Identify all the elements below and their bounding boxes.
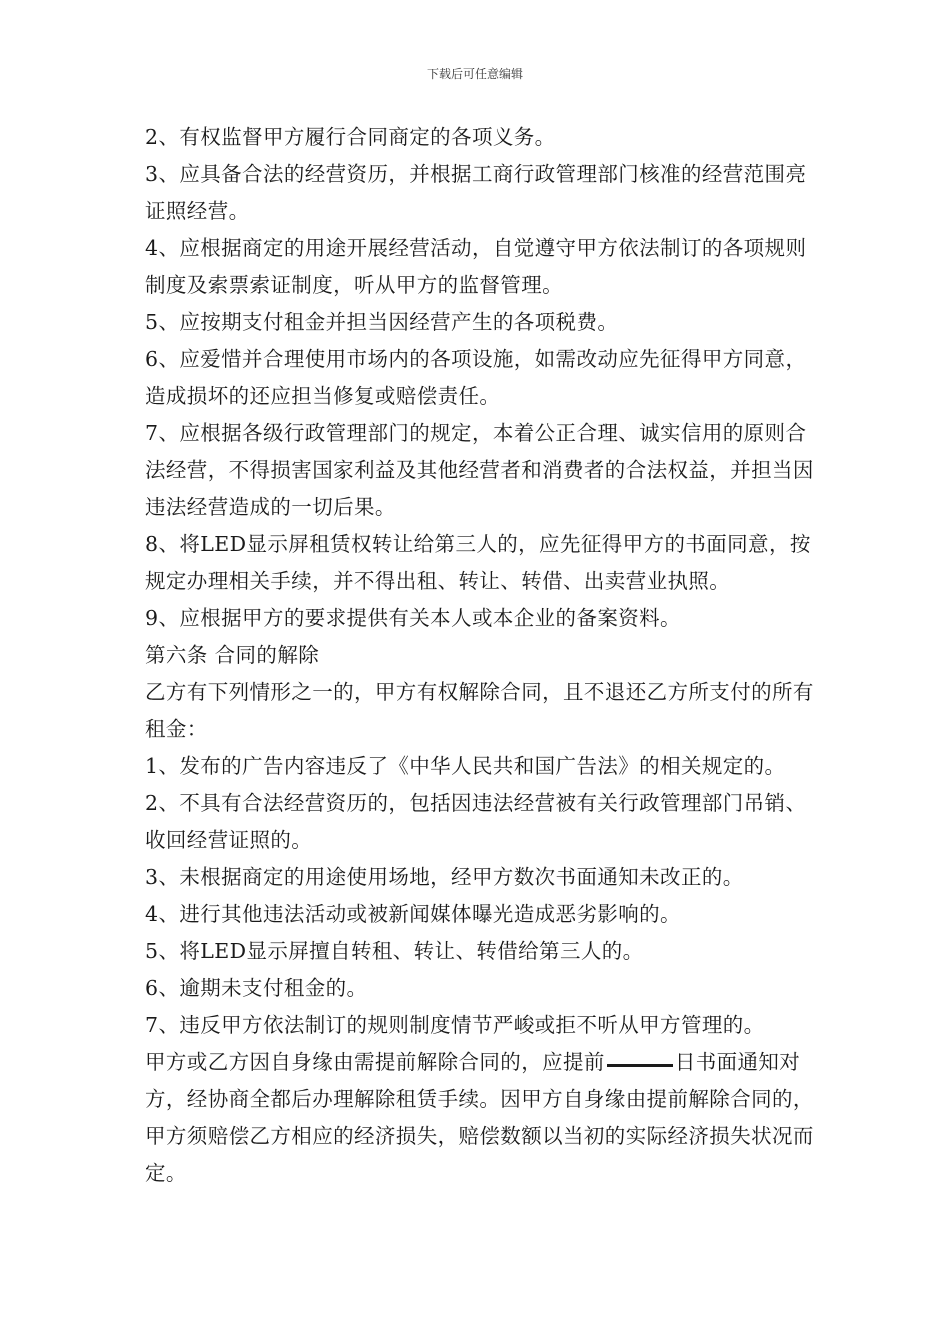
early-termination-text-start: 甲方或乙方因自身缘由需提前解除合同的，应提前 xyxy=(145,1050,605,1074)
termination-item-6: 6、逾期未支付租金的。 xyxy=(145,976,368,1000)
clause-3: 3、应具备合法的经营资历，并根据工商行政管理部门核准的经营范围亮证照经营。 xyxy=(145,162,807,223)
termination-item-3: 3、未根据商定的用途使用场地，经甲方数次书面通知未改正的。 xyxy=(145,865,744,889)
early-termination-text-end: 日书面通知对方，经协商全都后办理解除租赁手续。因甲方自身缘由提前解除合同的，甲方须赔偿乙方相应的经济损失，赔偿数额以当初的实际经济损失状况而定。 xyxy=(145,1050,814,1185)
article-6-heading: 第六条 合同的解除 xyxy=(145,643,320,667)
clause-8: 8、将LED显示屏租赁权转让给第三人的，应先征得甲方的书面同意，按规定办理相关手续，并不得出租、转让、转借、出卖营业执照。 xyxy=(145,532,811,593)
clause-5: 5、应按期支付租金并担当因经营产生的各项税费。 xyxy=(145,310,619,334)
clause-9: 9、应根据甲方的要求提供有关本人或本企业的备案资料。 xyxy=(145,606,681,630)
clause-2: 2、有权监督甲方履行合同商定的各项义务。 xyxy=(145,125,556,149)
termination-item-4: 4、进行其他违法活动或被新闻媒体曝光造成恶劣影响的。 xyxy=(145,902,681,926)
clause-7: 7、应根据各级行政管理部门的规定，本着公正合理、诚实信用的原则合法经营，不得损害国家利益及其他经营者和消费者的合法权益，并担当因违法经营造成的一切后果。 xyxy=(145,421,814,519)
clause-6: 6、应爱惜并合理使用市场内的各项设施，如需改动应先征得甲方同意，造成损坏的还应担当修复或赔偿责任。 xyxy=(145,347,807,408)
termination-item-1: 1、发布的广告内容违反了《中华人民共和国广告法》的相关规定的。 xyxy=(145,754,786,778)
termination-intro: 乙方有下列情形之一的，甲方有权解除合同，且不退还乙方所支付的所有租金： xyxy=(145,680,814,741)
page-header: 下载后可任意编辑 xyxy=(426,67,523,81)
termination-item-2: 2、不具有合法经营资历的，包括因违法经营被有关行政管理部门吊销、收回经营证照的。 xyxy=(145,791,807,852)
clause-4: 4、应根据商定的用途开展经营活动，自觉遵守甲方依法制订的各项规则制度及索票索证制度，听从甲方的监督管理。 xyxy=(145,236,807,297)
termination-item-7: 7、违反甲方依法制订的规则制度情节严峻或拒不听从甲方管理的。 xyxy=(145,1013,765,1037)
early-termination-paragraph xyxy=(145,1044,825,1192)
fill-in-blank xyxy=(607,1063,673,1067)
termination-item-5: 5、将LED显示屏擅自转租、转让、转借给第三人的。 xyxy=(145,939,644,963)
document-body xyxy=(145,119,825,1192)
